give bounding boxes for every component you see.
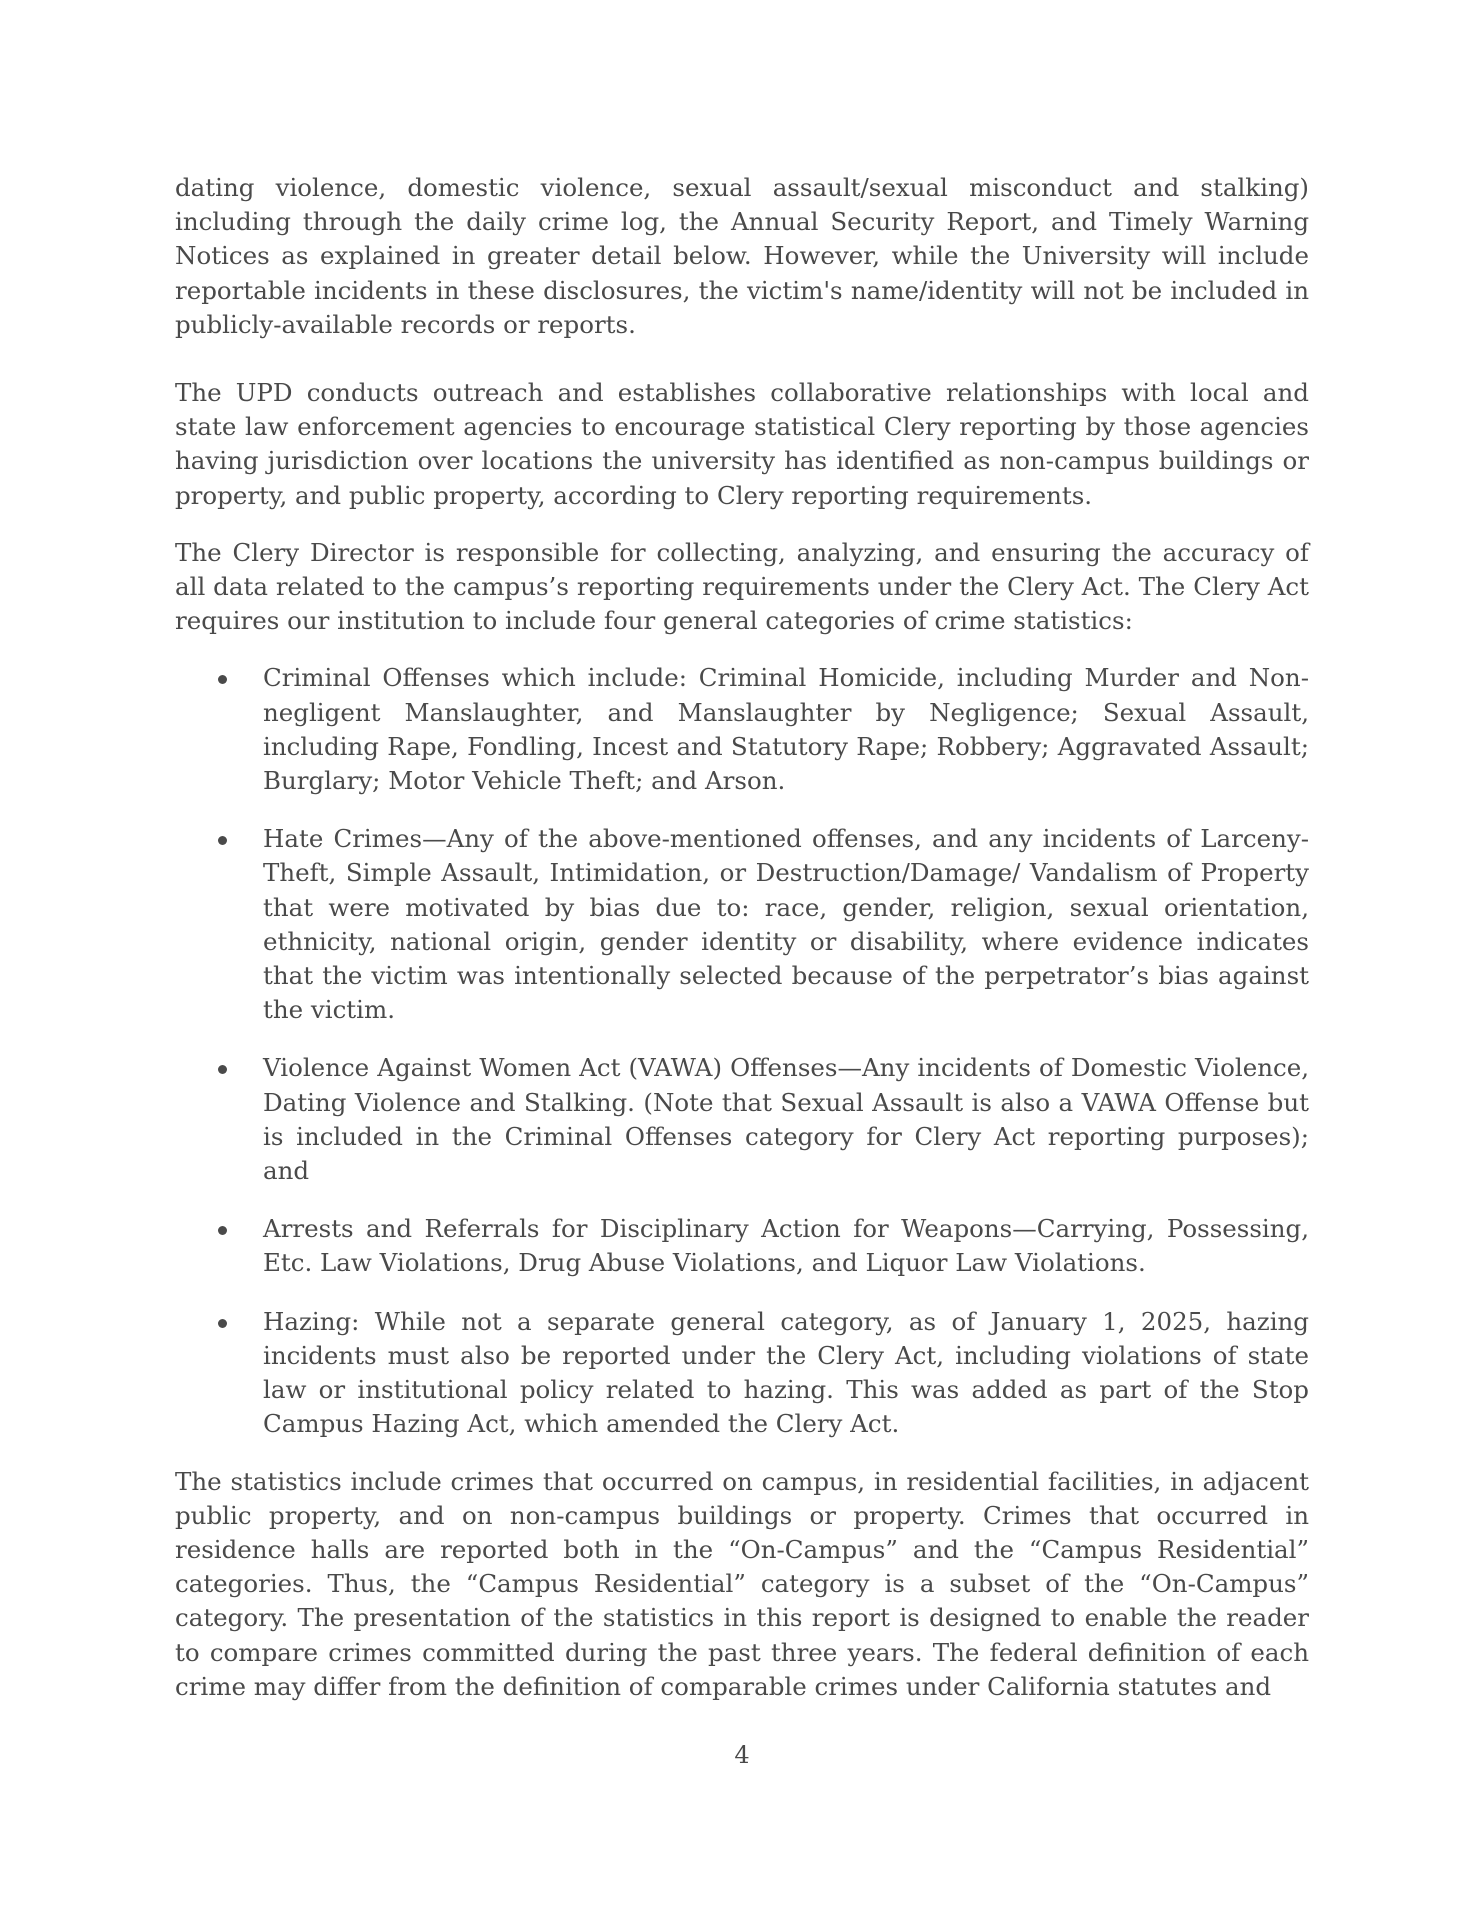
document-page-body [175,171,1309,1704]
list-item-arrests-referrals [175,1212,1309,1280]
list-item-hazing [175,1305,1309,1442]
list-item-text: Violence Against Women Act (VAWA) Offenses—Any incidents of Domestic Violence, Dating Violence and Stalking. (Note that Sexual Assault is also a VAWA Offense but is included in the Criminal Offenses category for Clery Act reporting purposes); and [263,1053,1309,1186]
bullet-icon [218,1226,227,1235]
list-item-hate-crimes [175,822,1309,1027]
list-item-text: Hazing: While not a separate general category, as of January 1, 2025, hazing incidents must also be reported under the Clery Act, including violations of state law or institutional policy related to hazing. This was added as part of the Stop Campus Hazing Act, which amended the Clery Act. [263,1306,1309,1439]
paragraph-upd-outreach: The UPD conducts outreach and establishes collaborative relationships with local and state law enforcement agencies to encourage statistical Clery reporting by those agencies having jurisdiction over locations the university has identified as non-campus buildings or property, and public property, according to Clery reporting requirements. [175,378,1309,510]
list-item-vawa-offenses [175,1051,1309,1188]
list-item-text: Arrests and Referrals for Disciplinary Action for Weapons—Carrying, Possessing, Etc. Law Violations, Drug Abuse Violations, and Liquor Law Violations. [263,1214,1309,1278]
paragraph-reporting-disclosures: dating violence, domestic violence, sexual assault/sexual misconduct and stalking) including through the daily crime log, the Annual Security Report, and Timely Warning Notices as explained in greater detail below. However, while the University will include reportable incidents in these disclosures, the victim's name/identity will not be included in publicly-available records or reports. [175,173,1309,339]
paragraph-statistics-scope: The statistics include crimes that occurred on campus, in residential facilities, in adjacent public property, and on non-campus buildings or property. Crimes that occurred in residence halls are reported both in the “On-Campus” and the “Campus Residential” categories. Thus, the “Campus Residential” category is a subset of the “On-Campus” category. The presentation of the statistics in this report is designed to enable the reader to compare crimes committed during the past three years. The federal definition of each crime may differ from the definition of comparable crimes under California statutes and [175,1466,1309,1701]
list-item-text: Criminal Offenses which include: Criminal Homicide, including Murder and Non-negligent Manslaughter, and Manslaughter by Negligence; Sexual Assault, including Rape, Fondling, Incest and Statutory Rape; Robbery; Aggravated Assault; Burglary; Motor Vehicle Theft; and Arson. [263,663,1309,796]
crime-categories-list [175,661,1309,1441]
page-number: 4 [734,1741,750,1769]
list-item-text: Hate Crimes—Any of the above-mentioned offenses, and any incidents of Larceny-Theft, Simple Assault, Intimidation, or Destruction/Damage/ Vandalism of Property that were motivated by bias due to: race, gender, religion, sexual orientation, ethnicity, national origin, gender identity or disability, where evidence indicates that the victim was intentionally selected because of the perpetrator’s bias against the victim. [263,824,1309,1025]
bullet-icon [218,1319,227,1328]
list-item-criminal-offenses [175,661,1309,798]
bullet-icon [218,1065,227,1074]
bullet-icon [218,836,227,845]
paragraph-clery-director: The Clery Director is responsible for collecting, analyzing, and ensuring the accuracy of all data related to the campus’s reporting requirements under the Clery Act. The Clery Act requires our institution to include four general categories of crime statistics: [175,537,1309,636]
bullet-icon [218,675,227,684]
